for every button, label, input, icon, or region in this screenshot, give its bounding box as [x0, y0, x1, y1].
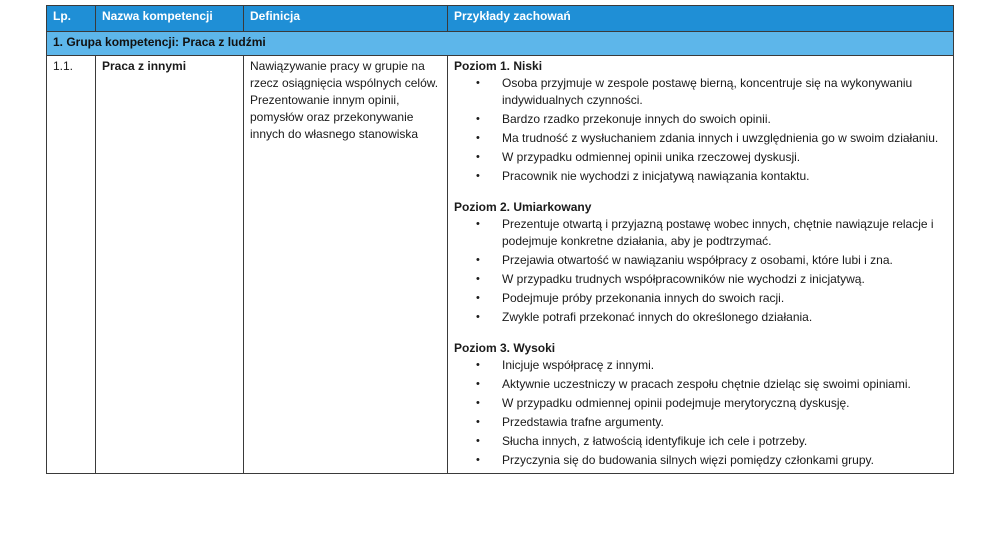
list-item [454, 395, 947, 412]
list-item [454, 357, 947, 374]
list-item [454, 309, 947, 326]
group-row [47, 32, 954, 56]
bullet-icon: • [476, 77, 480, 89]
header-definition: Definicja [244, 6, 448, 32]
bullet-icon: • [476, 254, 480, 266]
row-competency-name: Praca z innymi [96, 56, 244, 474]
level-title: Poziom 3. Wysoki [454, 341, 556, 355]
behavior-text: Pracownik nie wychodzi z inicjatywą nawiązania kontaktu. [502, 169, 810, 183]
row-definition: Nawiązywanie pracy w grupie na rzecz osiągnięcia wspólnych celów. Prezentowanie innym opinii, pomysłów oraz przekonywanie innych do własnego stanowiska [244, 56, 448, 474]
level-title: Poziom 2. Umiarkowany [454, 200, 592, 214]
competency-table [46, 5, 954, 474]
bullet-icon: • [476, 435, 480, 447]
behavior-text: Ma trudność z wysłuchaniem zdania innych i uwzględnienia go w swoim działaniu. [502, 131, 939, 145]
behavior-text: Aktywnie uczestniczy w pracach zespołu chętnie dzieląc się swoimi opiniami. [502, 377, 911, 391]
header-name: Nazwa kompetencji [96, 6, 244, 32]
levels-container [454, 58, 947, 469]
row-lp: 1.1. [47, 56, 96, 474]
list-item [454, 271, 947, 288]
list-item [454, 433, 947, 450]
list-item [454, 168, 947, 185]
bullet-icon: • [476, 170, 480, 182]
row-examples [448, 56, 954, 474]
list-item [454, 290, 947, 307]
level-title: Poziom 1. Niski [454, 59, 543, 73]
behavior-list [454, 216, 947, 326]
list-item [454, 376, 947, 393]
behavior-text: W przypadku odmiennej opinii unika rzeczowej dyskusji. [502, 150, 801, 164]
table-header-row [47, 6, 954, 32]
list-item [454, 111, 947, 128]
list-item [454, 130, 947, 147]
behavior-list [454, 75, 947, 185]
behavior-text: Przyczynia się do budowania silnych więzi pomiędzy członkami grupy. [502, 453, 874, 467]
header-examples: Przykłady zachowań [448, 6, 954, 32]
behavior-text: Prezentuje otwartą i przyjazną postawę wobec innych, chętnie nawiązuje relacje i podejmuje konkretne działania, aby je podtrzymać. [502, 217, 934, 248]
bullet-icon: • [476, 218, 480, 230]
list-item [454, 252, 947, 269]
behavior-text: Inicjuje współpracę z innymi. [502, 358, 655, 372]
table-row [47, 56, 954, 474]
bullet-icon: • [476, 132, 480, 144]
group-title: 1. Grupa kompetencji: Praca z ludźmi [47, 32, 954, 56]
level-block-3 [454, 340, 947, 469]
list-item [454, 414, 947, 431]
behavior-text: Słucha innych, z łatwością identyfikuje ich cele i potrzeby. [502, 434, 808, 448]
bullet-icon: • [476, 378, 480, 390]
bullet-icon: • [476, 397, 480, 409]
behavior-text: Zwykle potrafi przekonać innych do określonego działania. [502, 310, 813, 324]
list-item [454, 75, 947, 109]
behavior-text: Osoba przyjmuje w zespole postawę bierną, koncentruje się na wykonywaniu indywidualnych czynności. [502, 76, 913, 107]
list-item [454, 452, 947, 469]
behavior-list [454, 357, 947, 469]
bullet-icon: • [476, 113, 480, 125]
bullet-icon: • [476, 416, 480, 428]
bullet-icon: • [476, 292, 480, 304]
behavior-text: Przejawia otwartość w nawiązaniu współpracy z osobami, które lubi i zna. [502, 253, 893, 267]
list-item [454, 216, 947, 250]
bullet-icon: • [476, 359, 480, 371]
behavior-text: Bardzo rzadko przekonuje innych do swoich opinii. [502, 112, 771, 126]
header-lp: Lp. [47, 6, 96, 32]
behavior-text: W przypadku trudnych współpracowników nie wychodzi z inicjatywą. [502, 272, 865, 286]
bullet-icon: • [476, 454, 480, 466]
behavior-text: Podejmuje próby przekonania innych do swoich racji. [502, 291, 785, 305]
level-block-1 [454, 58, 947, 185]
bullet-icon: • [476, 151, 480, 163]
list-item [454, 149, 947, 166]
behavior-text: Przedstawia trafne argumenty. [502, 415, 664, 429]
behavior-text: W przypadku odmiennej opinii podejmuje merytoryczną dyskusję. [502, 396, 850, 410]
level-block-2 [454, 199, 947, 326]
bullet-icon: • [476, 311, 480, 323]
bullet-icon: • [476, 273, 480, 285]
